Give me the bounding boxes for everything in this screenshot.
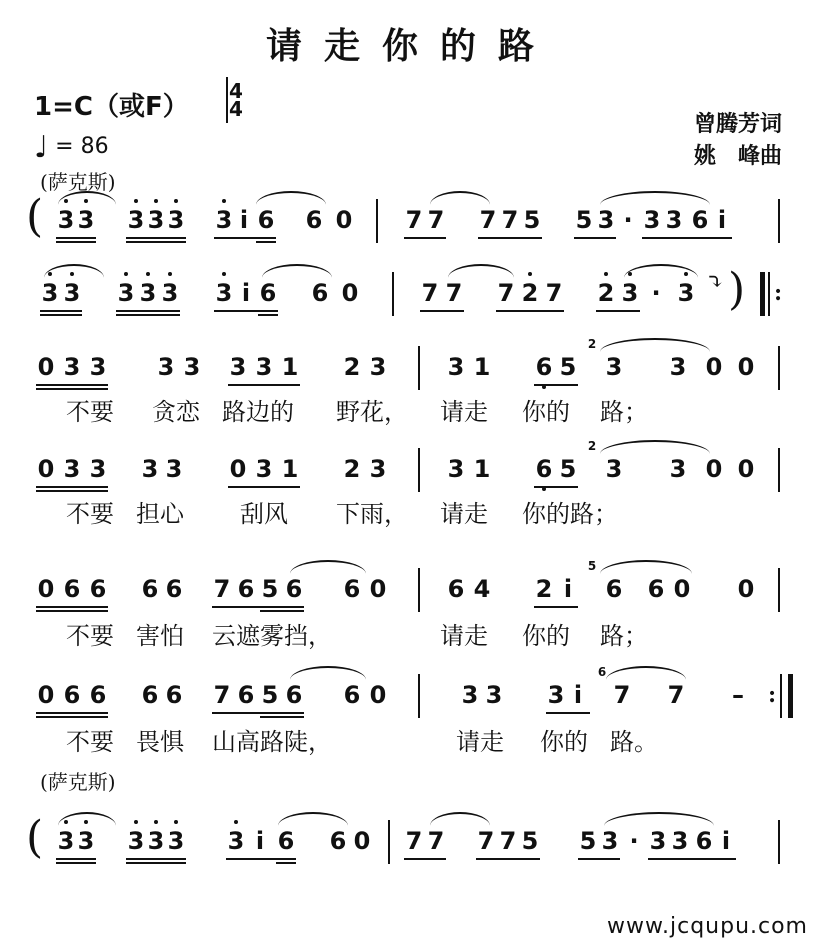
note: 6 [305,206,323,234]
lyric: 害怕 [136,622,184,650]
note: 3 [669,455,687,483]
note: 6 [237,575,255,603]
score-row-7: ( 3 3 3 3 3 3 i 6 6 0 7 7 7 7 5 5 3 · 3 3 6 i [0,826,822,866]
note: 7 [479,206,497,234]
note: 3 [146,826,166,856]
note: 7 [445,279,463,307]
note: 6 [165,681,183,709]
note: 7 [501,206,519,234]
note: 5 [523,206,541,234]
note: 3 [643,206,661,234]
curved-arrow-icon: ⤵ [706,270,725,295]
time-signature [226,79,246,121]
lyric: 路边的 [222,398,294,426]
note: 3 [214,278,234,308]
note: 6 [647,575,665,603]
note: 6 [343,575,361,603]
note: 3 [89,353,107,381]
note: 3 [665,206,683,234]
note: 6 [257,206,275,234]
note: 0 [37,681,55,709]
note: 0 [341,279,359,307]
note: 0 [705,455,723,483]
score-row-6 [0,665,822,720]
note: 6 [447,575,465,603]
note: 2 [343,455,361,483]
lyric: 请走 [440,500,488,528]
repeat-sign-icon: : [768,682,777,708]
note: 3 [597,206,615,234]
note: 6 [695,827,713,855]
credits [694,108,782,172]
note: 0 [369,681,387,709]
lyric: 请走 [440,622,488,650]
note: 0 [705,353,723,381]
note: 3 [605,353,623,381]
note: 7 [477,827,495,855]
note: i [255,827,265,855]
note: i [241,279,251,307]
note: 3 [447,353,465,381]
note: 3 [226,826,246,856]
note: 7 [667,681,685,709]
note: 3 [56,205,76,235]
note: 3 [126,826,146,856]
lyric: 刮风 [240,500,288,528]
note: · [629,827,639,855]
lyric: 山高路陡， [212,728,332,756]
note: 6 [285,575,303,603]
song-title: 请走你的路 [265,25,556,67]
note: 7 [427,206,445,234]
note: 0 [737,353,755,381]
note: 7 [497,279,515,307]
note: 3 [547,681,565,709]
grace-note: 5 [587,559,597,573]
note: 6 [141,681,159,709]
note: 3 [461,681,479,709]
note: 7 [427,827,445,855]
note: 0 [37,353,55,381]
grace-note: 2 [587,337,597,351]
note: 3 [126,205,146,235]
note: i [717,206,727,234]
note: 3 [165,455,183,483]
note: 7 [405,827,423,855]
lyric: 云遮雾挡， [212,622,332,650]
note: 0 [37,455,55,483]
note: 3 [183,353,201,381]
lyric: 路； [600,398,648,426]
note: 3 [620,278,640,308]
note: 0 [737,455,755,483]
note: 7 [213,575,231,603]
note: 0 [673,575,691,603]
lyrics-line-3 [0,616,822,652]
tempo-value: = 86 [55,134,109,159]
time-signature-bottom: 4 [229,97,243,121]
note: 3 [160,278,180,308]
note: 6 [534,352,554,382]
note: 6 [329,827,347,855]
note: 5 [521,827,539,855]
lyric: 你的路； [522,500,618,528]
note: 3 [255,353,273,381]
note: 3 [676,278,696,308]
note: 3 [447,455,465,483]
note: 6 [534,454,554,484]
note: 5 [579,827,597,855]
note: 3 [138,278,158,308]
note: 5 [559,455,577,483]
note: 5 [559,353,577,381]
note: 7 [613,681,631,709]
repeat-sign-icon: : [774,280,783,306]
note: 0 [353,827,371,855]
time-signature-top: 4 [229,79,243,103]
note: 0 [369,575,387,603]
lyricist: 曾腾芳词 [693,111,782,137]
score-row-3 [0,337,822,392]
score-row-5 [0,559,822,614]
grace-note: 2 [587,439,597,453]
note: 6 [285,681,303,709]
note: 6 [165,575,183,603]
note: 6 [141,575,159,603]
note: 3 [141,455,159,483]
instrument-label: (萨克斯) [40,170,116,194]
note: 3 [146,205,166,235]
note: 0 [737,575,755,603]
note: 1 [281,353,299,381]
note: 6 [89,575,107,603]
note: 3 [255,455,273,483]
tempo-marking [34,130,109,165]
note: 3 [89,455,107,483]
note: 3 [116,278,136,308]
note: 0 [229,455,247,483]
note: 3 [76,826,96,856]
note: 6 [63,681,81,709]
note: 3 [166,205,186,235]
note: 6 [63,575,81,603]
key-signature: 1=C（或F） [34,92,189,122]
lyric: 请走 [456,728,504,756]
note: 3 [669,353,687,381]
lyric: 不要 [66,728,114,756]
note: 6 [89,681,107,709]
note: 5 [261,575,279,603]
lyric: 路。 [610,728,658,756]
lyric: 不要 [66,622,114,650]
note: 6 [691,206,709,234]
note: – [732,681,744,709]
note: 6 [277,827,295,855]
watermark: www.jcqupu.com [607,914,808,939]
note: 7 [213,681,231,709]
note: i [563,575,573,603]
lyric: 你的 [522,622,570,650]
note: 6 [259,279,277,307]
lyric: 野花， [336,398,408,426]
note: i [573,681,583,709]
note: 1 [473,353,491,381]
grace-note: 6 [597,665,607,679]
lyric: 担心 [136,500,184,528]
note: 4 [473,575,491,603]
lyric: 不要 [66,398,114,426]
note: 3 [157,353,175,381]
note: 5 [575,206,593,234]
quarter-note-icon: ♩ [34,130,49,165]
note: 3 [63,353,81,381]
lyric: 下雨， [336,500,408,528]
note: 3 [166,826,186,856]
note: 2 [535,575,553,603]
lyric: 路； [600,622,648,650]
note: · [651,279,661,307]
lyric: 你的 [522,398,570,426]
note: 3 [214,205,234,235]
note: 3 [605,455,623,483]
note: 3 [40,278,60,308]
note: 0 [335,206,353,234]
note: 3 [62,278,82,308]
note: 7 [545,279,563,307]
note: i [239,206,249,234]
note: 1 [281,455,299,483]
note: 3 [485,681,503,709]
note: i [721,827,731,855]
note: 6 [237,681,255,709]
lyric: 请走 [440,398,488,426]
note: 2 [520,278,540,308]
lyrics-line-1 [0,392,822,428]
note: 6 [343,681,361,709]
note: 7 [405,206,423,234]
lyric: 你的 [540,728,588,756]
note: 6 [311,279,329,307]
note: 0 [37,575,55,603]
note: 5 [261,681,279,709]
note: 1 [473,455,491,483]
note: 3 [63,455,81,483]
note: 2 [596,278,616,308]
note: 7 [421,279,439,307]
note: · [623,206,633,234]
lyric: 贪恋 [152,398,200,426]
note: 3 [56,826,76,856]
note: 3 [369,353,387,381]
note: 2 [343,353,361,381]
score-row-1: ( 3 3 3 3 3 3 i 6 6 0 7 7 7 7 5 5 3 · 3 3 6 i [0,205,822,245]
note: 3 [601,827,619,855]
instrument-label-2: (萨克斯) [40,770,116,794]
lyrics-line-4 [0,722,822,758]
note: 3 [649,827,667,855]
note: 3 [671,827,689,855]
score-row-4 [0,439,822,494]
lyrics-line-2 [0,494,822,530]
composer: 姚 峰曲 [693,143,782,169]
lyric: 畏惧 [136,728,184,756]
note: 6 [605,575,623,603]
note: 7 [499,827,517,855]
note: 3 [369,455,387,483]
note: 3 [76,205,96,235]
note: 3 [229,353,247,381]
score-row-2: 3 3 3 3 3 3 i 6 6 0 7 7 7 2 7 2 3 · 3 ⤵ ) : [41,264,783,315]
lyric: 不要 [66,500,114,528]
